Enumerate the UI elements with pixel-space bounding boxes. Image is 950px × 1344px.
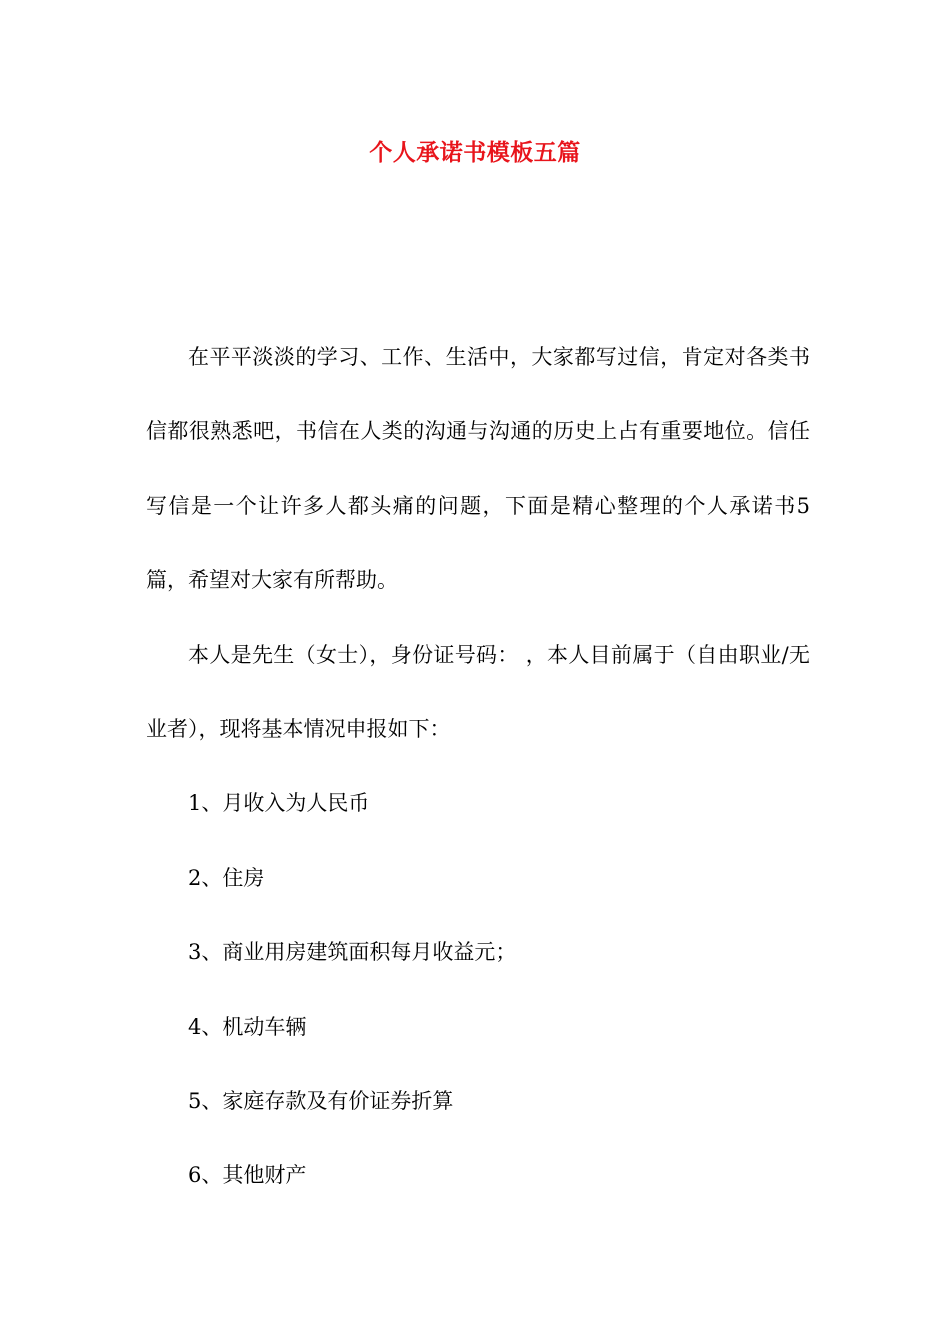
- list-item-vehicles: 4、机动车辆: [188, 1014, 307, 1039]
- document-title: 个人承诺书模板五篇: [369, 139, 581, 166]
- declaration-paragraph: 本人是先生（女士），身份证号码： ，本人目前属于（自由职业/无业者），现将基本情况申报如下：: [146, 642, 810, 742]
- intro-paragraph: 在平平淡淡的学习、工作、生活中，大家都写过信，肯定对各类书信都很熟悉吧，书信在人类的沟通与沟通的历史上占有重要地位。信任写信是一个让许多人都头痛的问题，下面是精心整理的个人承诺书5篇，希望对大家有所帮助。: [146, 345, 810, 593]
- list-item-savings: 5、家庭存款及有价证券折算: [188, 1089, 454, 1114]
- list-item-other-assets: 6、其他财产: [188, 1163, 307, 1188]
- list-item-income: 1、月收入为人民币: [188, 791, 370, 816]
- document-body: [146, 320, 810, 1213]
- list-item-housing: 2、住房: [188, 865, 265, 890]
- list-item-commercial-property: 3、商业用房建筑面积每月收益元；: [188, 940, 517, 965]
